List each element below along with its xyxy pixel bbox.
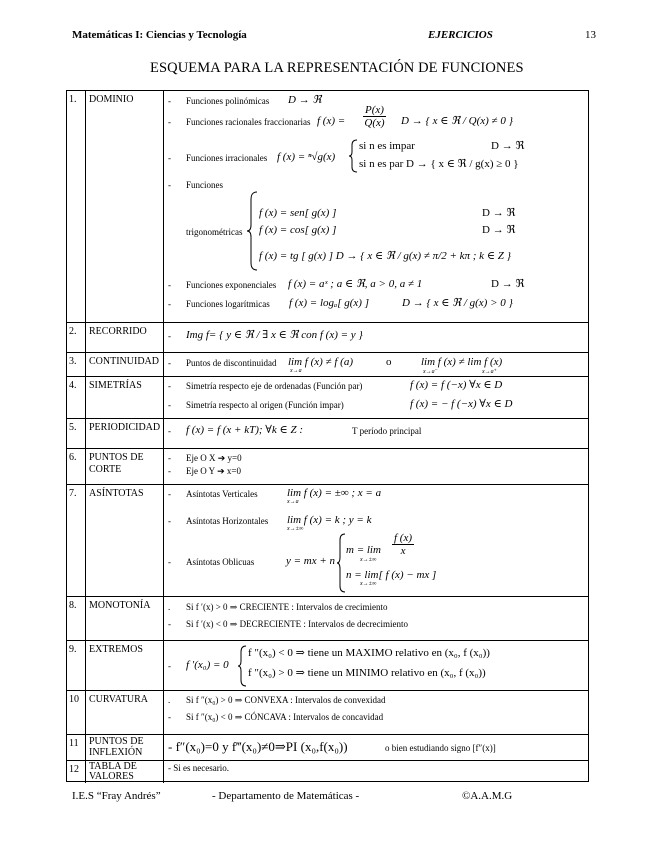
trig-brace-icon [247, 191, 259, 271]
poly-label: Funciones polinómicas [186, 96, 270, 106]
irr-case1: si n es impar [359, 140, 415, 152]
row-number: 7. [67, 485, 86, 596]
page-number: 13 [585, 29, 596, 41]
row-content: - Eje O X ➔ y=0 - Eje O Y ➔ x=0 [168, 453, 242, 476]
row-continuidad [67, 353, 588, 377]
asint-obl-n-sub: x→±∞ [360, 581, 377, 587]
row-name: PUNTOS DE CORTE [86, 449, 164, 484]
exp-label: Funciones exponenciales [186, 280, 277, 290]
row-number: 3. [67, 353, 86, 376]
cont-f2: lim f (x) ≠ lim f (x) [421, 356, 503, 368]
row-content: . Si f ′(x) > 0 ⇒ CRECIENTE : Intervalos de crecimiento - Si f ′(x) < 0 ⇒ DECRECIENTE : Intervalos de decrecimiento [168, 602, 409, 629]
row-monotonia [67, 597, 588, 641]
row-content: - f (x) = f (x + kT); ∀k ∈ Z : T período principal [168, 424, 422, 436]
trig-tg: f (x) = tg [ g(x) ] D → { x ∈ ℜ / g(x) ≠ π/2 + kπ ; k ∈ Z } [259, 250, 511, 262]
cont-f1: lim f (x) ≠ f (a) [288, 356, 353, 368]
scheme-table [66, 90, 589, 782]
rat-domain: D → { x ∈ ℜ / Q(x) ≠ 0 } [401, 115, 513, 127]
row-name: ASÍNTOTAS [86, 485, 164, 596]
irr-brace-icon [349, 139, 359, 173]
sim-par-label: Simetría respecto eje de ordenadas (Función par) [186, 381, 363, 391]
row-simetrias [67, 377, 588, 419]
row-content: - Asíntotas Verticales lim f (x) = ±∞ ; x = a x→a - Asíntotas Horizontales lim f (x) = k ; y = k x→±∞ - Asíntotas Oblicuas y = mx + n m = lim $\frac{f (x)}{x}$ x→±∞ n = lim[ f (x) − mx ] x→±∞ [164, 485, 588, 596]
row-number: 10 [67, 691, 86, 734]
exp-dom: D → ℜ [491, 278, 525, 290]
row-name-text: PERIODICIDAD [89, 422, 161, 433]
rat-num: P(x) [365, 104, 384, 116]
irr-label: Funciones irracionales [186, 153, 268, 163]
footer-school: I.E.S “Fray Andrés” [72, 790, 161, 802]
exp-f: f (x) = aˣ ; a ∈ ℜ, a > 0, a ≠ 1 [288, 278, 423, 290]
asint-obl-fraction [392, 532, 414, 557]
row-inflexion [67, 735, 588, 761]
row-name: CONTINUIDAD [86, 353, 164, 376]
ext-brace-icon [238, 645, 248, 687]
row-content: - Puntos de discontinuidad lim f (x) ≠ f (a) x→a o lim f (x) ≠ lim f (x) x→a⁻ x→a⁺ [168, 356, 503, 375]
row-content: - Simetría respecto eje de ordenadas (Función par) f (x) = f (−x) ∀x ∈ D - Simetría respecto al origen (Función impar) f (x) = − f (−x) ∀x ∈ D [168, 379, 513, 410]
row-number: 1. [67, 91, 86, 322]
per-t: T período principal [352, 426, 422, 436]
trig-sen-dom: D → ℜ [482, 207, 516, 219]
footer-author: ©A.A.M.G [462, 790, 513, 802]
ext-f: f ′(x₀) = 0 [186, 659, 229, 671]
obl-brace-icon [337, 533, 347, 593]
infl-f: - f″(x₀)=0 y f‴(x₀)≠0⇒PI (x₀,f(x₀)) [168, 739, 348, 754]
cont-sub3: x→a⁺ [482, 369, 497, 375]
ext-min: f ″(x₀) > 0 ⇒ tiene un MINIMO relativo en (x₀, f (x₀)) [248, 667, 486, 679]
row-dominio [67, 91, 588, 323]
asint-vert-label: Asíntotas Verticales [186, 489, 258, 499]
row-number: 12 [67, 761, 86, 783]
row-name: TABLA DE VALORES [86, 761, 164, 783]
row-number: 6. [67, 449, 86, 484]
asint-vert-sub: x→a [287, 499, 299, 505]
poly-domain: D → ℜ [288, 94, 322, 106]
asint-hor-f: lim f (x) = k ; y = k [287, 514, 372, 526]
log-f: f (x) = logₐ[ g(x) ] [289, 297, 369, 309]
row-name [86, 419, 164, 448]
asint-obl-label: Asíntotas Oblicuas [186, 557, 255, 567]
row-name: DOMINIO [86, 91, 164, 322]
irr-case2: si n es par D → { x ∈ ℜ / g(x) ≥ 0 } [359, 158, 519, 170]
curv-convex: Si f ″(x₀) > 0 ⇒ CONVEXA : Intervalos de convexidad [186, 695, 386, 705]
row-number: 4. [67, 377, 86, 418]
row-number: 11 [67, 735, 86, 760]
cont-sub2: x→a⁻ [423, 369, 438, 375]
corte-oy: Eje O Y ➔ x=0 [186, 466, 241, 476]
row-content [164, 761, 588, 783]
rat-label: Funciones racionales fraccionarias [186, 117, 311, 127]
sim-impar-label: Simetría respecto al origen (Función impar) [186, 400, 344, 410]
row-number: 5. [67, 419, 86, 448]
mono-dec: Si f ′(x) < 0 ⇒ DECRECIENTE : Intervalos de decrecimiento [186, 619, 409, 629]
recorrido-img: Img f= { y ∈ ℜ / ∃ x ∈ ℜ con f (x) = y } [186, 329, 363, 341]
row-content: . Si f ″(x₀) > 0 ⇒ CONVEXA : Intervalos de convexidad - Si f ″(x₀) < 0 ⇒ CÓNCAVA : Intervalos de concavidad [168, 695, 386, 722]
header-course: Matemáticas I: Ciencias y Tecnología [72, 29, 247, 41]
asint-obl-n: n = lim[ f (x) − mx ] [346, 569, 437, 581]
mono-inc: Si f ′(x) > 0 ⇒ CRECIENTE : Intervalos de crecimiento [186, 602, 388, 612]
trig-label2: trigonométricas [186, 227, 243, 237]
row-content [164, 735, 588, 760]
row-name: SIMETRÍAS [86, 377, 164, 418]
header-section: EJERCICIOS [428, 29, 493, 41]
row-number: 9. [67, 641, 86, 690]
row-name: MONOTONÍA [86, 597, 164, 640]
trig-sen: f (x) = sen[ g(x) ] [259, 207, 337, 219]
row-extremos [67, 641, 588, 691]
row-name: RECORRIDO [86, 323, 164, 352]
tabla-text: - Si es necesario. [168, 763, 229, 773]
footer-department: - Departamento de Matemáticas - [212, 790, 360, 802]
row-asintotas [67, 485, 588, 597]
sim-par-f: f (x) = f (−x) ∀x ∈ D [410, 379, 503, 391]
cont-sub1: x→a [290, 368, 302, 374]
log-label: Funciones logarítmicas [186, 299, 270, 309]
infl-tail: o bien estudiando signo [f″(x)] [385, 743, 496, 753]
row-tabla-valores [67, 761, 588, 783]
page-title: ESQUEMA PARA LA REPRESENTACIÓN DE FUNCIONES [150, 60, 524, 76]
asint-hor-sub: x→±∞ [287, 526, 304, 532]
curv-concav: Si f ″(x₀) < 0 ⇒ CÓNCAVA : Intervalos de concavidad [186, 712, 384, 722]
asint-obl-f: y = mx + n [286, 555, 336, 567]
asint-obl-m-den: x [400, 545, 406, 557]
irr-case1-dom: D → ℜ [491, 140, 525, 152]
rat-fraction [363, 104, 386, 129]
row-number: 8. [67, 597, 86, 640]
row-recorrido [67, 323, 588, 353]
cont-o: o [386, 356, 392, 368]
log-dom: D → { x ∈ ℜ / g(x) > 0 } [402, 297, 513, 309]
cont-label: Puntos de discontinuidad [186, 358, 277, 368]
trig-label1: Funciones [186, 180, 223, 190]
trig-cos: f (x) = cos[ g(x) ] [259, 224, 337, 236]
row-content: - Funciones polinómicas D → ℜ - Funciones racionales fraccionarias f (x) = $\frac{P(x)}{Q(x)}$ D → { x ∈ ℜ / Q(x) ≠ 0 } - Funciones irracionales f (x) = ⁿ√g(x) si n es impar D → ℜ si n es par D → { x ∈ ℜ / g(x) ≥ 0 } - Funciones trigonométricas f (x) = sen[ g(x) ] D → ℜ f (x) = cos[ g(x) ] D → ℜ f (x) = tg [ g(x) ] D → { x ∈ ℜ / g(x) ≠ π/2 + kπ ; k ∈ Z } - Funciones exponenciales f (x) = aˣ ; a ∈ ℜ, a > 0, a ≠ 1 D → ℜ - Funciones logarítmicas f (x) = logₐ[ g(x) ] D → { x ∈ ℜ / g(x) > 0 } [168, 94, 525, 309]
asint-obl-m-sub: x→±∞ [360, 557, 377, 563]
rat-den: Q(x) [364, 117, 385, 129]
rat-f: f (x) = [317, 115, 346, 127]
irr-f: f (x) = ⁿ√g(x) [277, 151, 336, 163]
asint-obl-m-num: f (x) [394, 532, 413, 544]
sim-impar-f: f (x) = − f (−x) ∀x ∈ D [410, 398, 513, 410]
row-number: 2. [67, 323, 86, 352]
corte-ox: Eje O X ➔ y=0 [186, 453, 242, 463]
row-name: EXTREMOS [86, 641, 164, 690]
row-curvatura [67, 691, 588, 735]
row-periodicidad [67, 419, 588, 449]
row-name: PUNTOS DE INFLEXIÓN [86, 735, 164, 760]
row-content: - Img f= { y ∈ ℜ / ∃ x ∈ ℜ con f (x) = y } [168, 329, 363, 341]
asint-vert-f: lim f (x) = ±∞ ; x = a [287, 487, 382, 499]
asint-obl-m: m = lim [346, 544, 381, 556]
ext-max: f ″(x₀) < 0 ⇒ tiene un MAXIMO relativo en (x₀, f (x₀)) [248, 647, 490, 659]
per-f: f (x) = f (x + kT); ∀k ∈ Z : [186, 424, 303, 436]
trig-cos-dom: D → ℜ [482, 224, 516, 236]
asint-hor-label: Asíntotas Horizontales [186, 516, 269, 526]
row-name: CURVATURA [86, 691, 164, 734]
row-content: - f ′(x₀) = 0 f ″(x₀) < 0 ⇒ tiene un MAXIMO relativo en (x₀, f (x₀)) f ″(x₀) > 0 ⇒ tiene un MINIMO relativo en (x₀, f (x₀)) [164, 641, 588, 690]
row-puntos-corte [67, 449, 588, 485]
